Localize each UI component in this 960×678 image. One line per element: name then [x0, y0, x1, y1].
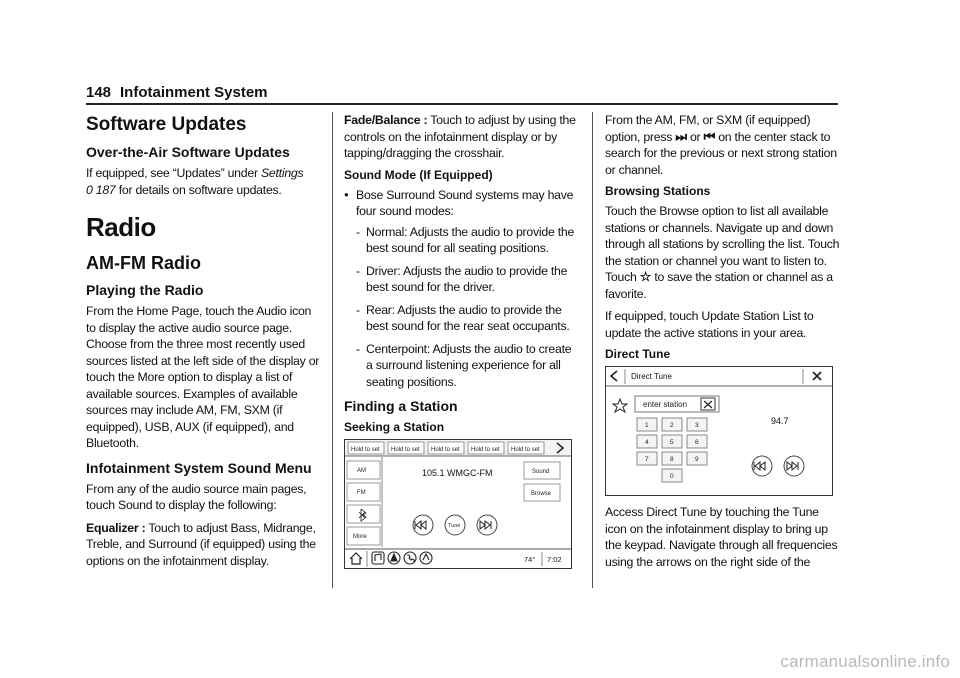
column-divider-2 — [592, 112, 593, 588]
source-am[interactable]: AM — [357, 468, 366, 474]
star-icon: ☆ — [639, 269, 652, 284]
page-ref-187[interactable]: 0 187 — [86, 182, 116, 197]
preset-2[interactable]: Hold to set — [391, 447, 420, 453]
list-item: - Normal: Adjusts the audio to provide the best sound for all seating positions. — [344, 224, 580, 257]
list-item: ● Bose Surround Sound systems may have four sound modes: — [344, 187, 580, 220]
sound-menu-heading: Infotainment System Sound Menu — [86, 459, 312, 476]
preset-5[interactable]: Hold to set — [511, 447, 540, 453]
source-fm[interactable]: FM — [357, 490, 366, 496]
temperature: 74° — [524, 555, 536, 564]
key-5[interactable]: 5 — [670, 439, 674, 446]
direct-tune-heading: Direct Tune — [605, 347, 671, 361]
ota-heading: Over-the-Air Software Updates — [86, 144, 290, 160]
page-header — [86, 82, 838, 104]
key-6[interactable]: 6 — [695, 439, 699, 446]
column-1 — [86, 112, 322, 575]
key-8[interactable]: 8 — [670, 456, 674, 463]
preset-3[interactable]: Hold to set — [431, 447, 460, 453]
equalizer-paragraph: Equalizer : Touch to adjust Bass, Midrange, Treble, and Surround (if equipped) using the options on the infotainment display. — [86, 520, 316, 568]
sound-mode-heading: Sound Mode (If Equipped) — [344, 167, 493, 182]
seek-paragraph: From the AM, FM, or SXM (if equipped) option, press ⏭ or ⏮ on the center stack to search for the previous or next strong station or channel. — [605, 113, 837, 177]
radio-screen-image — [344, 439, 572, 569]
sound-mode-list — [344, 187, 580, 220]
chapter-title: Infotainment System — [120, 84, 268, 101]
header-rule — [86, 103, 838, 105]
update-paragraph: If equipped, touch Update Station List to update the active stations in your area. — [605, 309, 814, 340]
key-7[interactable]: 7 — [645, 456, 649, 463]
browsing-heading: Browsing Stations — [605, 184, 711, 198]
list-item: - Rear: Adjusts the audio to provide the best sound for the rear seat occupants. — [344, 302, 580, 335]
equalizer-term: Equalizer : — [86, 520, 146, 535]
station-entry-placeholder: enter station — [643, 400, 688, 409]
ota-paragraph: If equipped, see “Updates” under Settings 0 187 for details on software updates. — [86, 166, 304, 197]
browsing-paragraph: Touch the Browse option to list all available stations or channels. Navigate up and down through all stations by scrolling the list. Touch the station or channel you want to listen to. Touch ☆ to save the station or channel as a favorite. — [605, 204, 840, 301]
preset-1[interactable]: Hold to set — [351, 447, 380, 453]
playing-radio-heading: Playing the Radio — [86, 282, 204, 298]
sound-menu-paragraph: From any of the audio source main pages, touch Sound to display the following: — [86, 481, 307, 512]
key-9[interactable]: 9 — [695, 456, 699, 463]
station-name: 105.1 WMGC-FM — [422, 468, 493, 478]
key-2[interactable]: 2 — [670, 422, 674, 429]
playing-radio-paragraph: From the Home Page, touch the Audio icon to display the active audio source page. Choose from the three most recently used sources listed at the left side of the display or touch the More option to display a list of available sources. Examples of available sources may include AM, FM, SXM (if equipped), USB, AUX (if equipped), and Bluetooth. — [86, 304, 320, 450]
column-divider-1 — [332, 112, 333, 588]
seek-back-icon: ⏮ — [703, 128, 716, 144]
settings-link[interactable]: Settings — [260, 166, 304, 180]
source-more[interactable]: More — [353, 534, 367, 540]
clock: 7:02 — [547, 555, 562, 564]
page-number: 148 — [86, 84, 112, 101]
sound-button[interactable]: Sound — [532, 469, 550, 475]
finding-station-heading: Finding a Station — [344, 398, 458, 414]
direct-tune-title: Direct Tune — [631, 372, 672, 381]
software-updates-heading: Software Updates — [86, 114, 247, 135]
seeking-station-heading: Seeking a Station — [344, 420, 445, 434]
key-4[interactable]: 4 — [645, 439, 649, 446]
watermark: carmanualsonline.info — [780, 652, 950, 671]
list-item: - Driver: Adjusts the audio to provide the best sound for the driver. — [344, 263, 580, 296]
seek-forward-icon: ⏭ — [675, 128, 687, 144]
tune-label: Tune — [448, 523, 461, 529]
key-0[interactable]: 0 — [670, 473, 674, 480]
amfm-heading: AM-FM Radio — [86, 253, 201, 273]
access-paragraph: Access Direct Tune by touching the Tune icon on the infotainment display to bring up the keypad. Navigate through all frequencies using the arrows on the right side of the — [605, 505, 838, 569]
frequency-readout: 94.7 — [771, 416, 789, 426]
column-3 — [605, 112, 841, 576]
preset-4[interactable]: Hold to set — [471, 447, 500, 453]
direct-tune-screen-image — [605, 366, 833, 496]
radio-heading: Radio — [86, 212, 156, 242]
fade-term: Fade/Balance : — [344, 113, 428, 127]
browse-button[interactable]: Browse — [531, 491, 552, 497]
column-2 — [344, 112, 580, 569]
sound-mode-sublist — [344, 224, 580, 391]
list-item: - Centerpoint: Adjusts the audio to create a surround listening experience for all seating positions. — [344, 341, 580, 391]
key-3[interactable]: 3 — [695, 422, 699, 429]
fade-paragraph: Fade/Balance : Touch to adjust by using the controls on the infotainment display or by tapping/dragging the crosshair. — [344, 113, 576, 160]
key-1[interactable]: 1 — [645, 422, 649, 429]
